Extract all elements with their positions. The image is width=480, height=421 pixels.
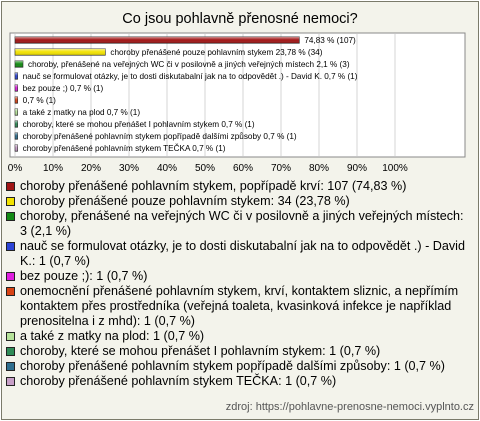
legend-item	[6, 269, 474, 284]
bar-label: 0,7 % (1)	[22, 96, 56, 106]
legend-label: a také z matky na plod: 1 (0,7 %)	[20, 329, 205, 343]
legend-item	[6, 209, 474, 239]
bar-label: choroby přenášené pohlavním stykem TEČKA 0,7 % (1)	[22, 144, 226, 154]
x-tick-label: 10%	[42, 163, 64, 174]
legend-label: choroby, které se mohou přenášet I pohlavním stykem: 1 (0,7 %)	[20, 344, 381, 358]
legend-label: onemocnění přenášené pohlavním stykem, krví, kontaktem sliznic, a nepřímím kontaktem přes prostředníka (veřejná toaleta, kvasinková infekce je například prenositelna i z mhd): 1 (0,7 %)	[20, 284, 459, 328]
legend-swatch	[6, 182, 15, 191]
x-tick-label: 90%	[346, 163, 368, 174]
bar-label: a také z matky na plod 0,7 % (1)	[22, 108, 141, 118]
legend-item	[6, 194, 474, 209]
x-tick-label: 40%	[156, 163, 178, 174]
bar-gloss	[15, 121, 18, 128]
legend-label: choroby, přenášené na veřejných WC či v posilovně a jiných veřejných místech: 3 (2,1 %)	[20, 209, 464, 238]
legend-label: choroby přenášené pouze pohlavním stykem: 34 (23,78 %)	[20, 194, 350, 208]
x-tick-label: 100%	[382, 163, 408, 174]
x-tick-label: 70%	[270, 163, 292, 174]
legend-swatch	[6, 242, 15, 251]
legend	[6, 179, 474, 389]
legend-swatch	[6, 197, 15, 206]
x-tick-label: 0%	[7, 163, 23, 174]
x-tick-label: 30%	[118, 163, 140, 174]
legend-item	[6, 179, 474, 194]
bar-label: choroby, které se mohou přenášet I pohlavním stykem 0,7 % (1)	[22, 120, 255, 130]
bar-chart	[0, 0, 480, 178]
legend-label: nauč se formulovat otázky, je to dosti diskutabalní jak na to odpovědět .) - David K.: 1 (0,7 %)	[20, 239, 465, 268]
legend-swatch	[6, 347, 15, 356]
bar-gloss	[15, 133, 18, 140]
bar-gloss	[15, 61, 23, 68]
legend-item	[6, 344, 474, 359]
legend-label: choroby přenášené pohlavním stykem, popřípadě krví: 107 (74,83 %)	[20, 179, 407, 193]
legend-item	[6, 359, 474, 374]
x-tick-label: 50%	[194, 163, 216, 174]
legend-item	[6, 239, 474, 269]
legend-swatch	[6, 287, 15, 296]
x-tick-label: 80%	[308, 163, 330, 174]
bar-label: bez pouze ;) 0,7 % (1)	[22, 84, 104, 94]
legend-item	[6, 284, 474, 329]
bar-label: 74,83 % (107)	[304, 36, 356, 46]
bar-gloss	[15, 85, 18, 92]
bar-label: nauč se formulovat otázky, je to dosti diskutabalní jak na to odpovědět .) - David K. 0,7 % (1)	[22, 72, 358, 82]
legend-swatch	[6, 332, 15, 341]
bar-gloss	[15, 145, 18, 152]
legend-label: choroby přenášené pohlavním stykem TEČKA: 1 (0,7 %)	[20, 374, 337, 388]
legend-label: bez pouze ;): 1 (0,7 %)	[20, 269, 148, 283]
bar-gloss	[15, 37, 299, 44]
bar-gloss	[15, 109, 18, 116]
legend-swatch	[6, 212, 15, 221]
legend-item	[6, 374, 474, 389]
legend-swatch	[6, 362, 15, 371]
legend-label: choroby přenášené pohlavním stykem popřípadě dalšími způsoby: 1 (0,7 %)	[20, 359, 445, 373]
legend-swatch	[6, 377, 15, 386]
legend-swatch	[6, 272, 15, 281]
bar-gloss	[15, 49, 105, 56]
x-tick-label: 60%	[232, 163, 254, 174]
bar-gloss	[15, 73, 18, 80]
legend-item	[6, 329, 474, 344]
bar-label: choroby přenášené pouze pohlavním stykem 23,78 % (34)	[110, 48, 323, 58]
bar-label: choroby přenášené pohlavním stykem popřípadě dalšími způsoby 0,7 % (1)	[22, 132, 297, 142]
bar-gloss	[15, 97, 18, 104]
bar-label: choroby, přenášené na veřejných WC či v posilovně a jiných veřejných místech 2,1 % (3)	[27, 60, 350, 70]
chart-title: Co jsou pohlavně přenosné nemoci?	[122, 11, 358, 27]
source-note: zdroj: https://pohlavne-prenosne-nemoci.vyplnto.cz	[225, 401, 474, 413]
x-tick-label: 20%	[80, 163, 102, 174]
